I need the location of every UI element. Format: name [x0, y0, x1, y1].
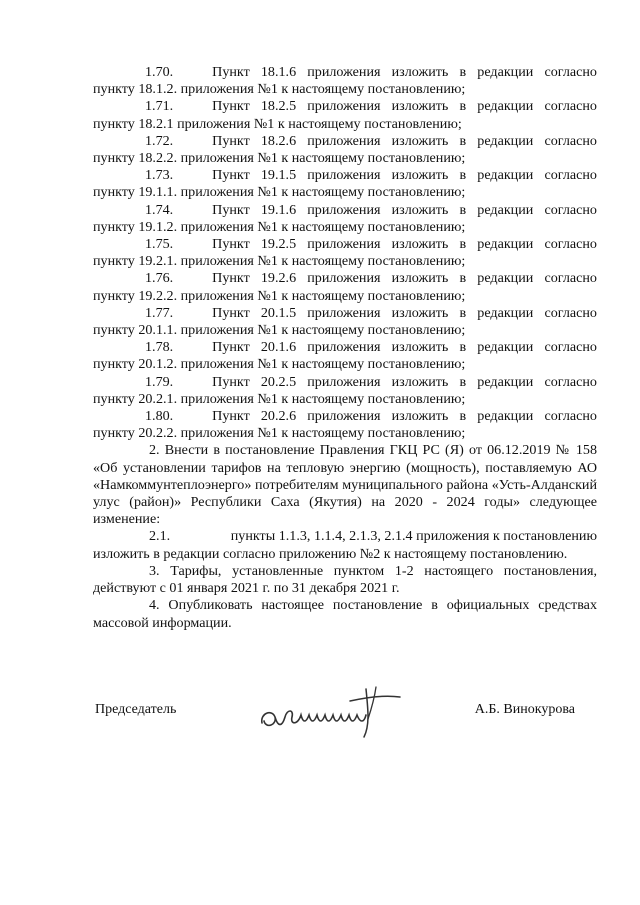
item-word: 19.2.6: [260, 270, 297, 287]
list-item: [93, 64, 597, 98]
item-first-line: [93, 167, 597, 184]
item-word: изложить: [391, 98, 449, 115]
item-word: изложить: [391, 373, 449, 390]
subitem-text: пункты 1.1.3, 1.1.4, 2.1.3, 2.1.4 приложения к постановлению: [230, 528, 597, 545]
item-word: изложить: [391, 270, 449, 287]
item-first-line: [93, 133, 597, 150]
item-word: согласно: [544, 167, 597, 184]
item-word: Пункт: [212, 167, 250, 184]
item-word: в: [459, 236, 467, 253]
paragraph-2: 2. Внести в постановление Правления ГКЦ РС (Я) от 06.12.2019 № 158 «Об установлении тарифов на тепловую энергию (мощность), поставляемую АО «Намкоммунтеплоэнерго» потребителям муниципального района «Усть-Алданский улус (район)» Республики Саха (Якутия) на 2020 - 2024 годы» следующее изменение:: [93, 442, 597, 528]
item-second-line: пункту 19.2.2. приложения №1 к настоящему постановлению;: [93, 287, 466, 304]
list-item: [93, 305, 597, 339]
item-first-line: [93, 64, 597, 81]
item-word: согласно: [544, 339, 597, 356]
item-number: 1.74.: [145, 201, 174, 218]
item-word: Пункт: [212, 339, 250, 356]
item-word: изложить: [391, 132, 449, 149]
item-second-line: пункту 19.1.2. приложения №1 к настоящему постановлению;: [93, 218, 466, 235]
item-word: 18.1.6: [260, 64, 297, 80]
item-word: изложить: [391, 236, 449, 253]
item-first-line: [93, 408, 597, 425]
item-second-line: пункту 20.1.2. приложения №1 к настоящему постановлению;: [93, 356, 466, 373]
item-word: Пункт: [212, 373, 250, 390]
list-item: [93, 408, 597, 442]
subitem-2-1: [93, 528, 597, 562]
item-word: редакции: [477, 270, 534, 287]
item-word: в: [459, 373, 467, 390]
item-word: изложить: [391, 339, 449, 356]
item-word: в: [459, 304, 467, 321]
item-word: приложения: [307, 201, 381, 218]
list-item: [93, 236, 597, 270]
item-word: Пункт: [212, 408, 250, 425]
item-word: 18.2.5: [260, 98, 297, 115]
item-word: редакции: [477, 98, 534, 115]
item-first-line: [93, 339, 597, 356]
item-word: 20.1.6: [260, 339, 297, 356]
document-body: [93, 64, 597, 632]
item-word: изложить: [391, 64, 449, 80]
item-second-line: пункту 19.1.1. приложения №1 к настоящему постановлению;: [93, 184, 466, 201]
item-first-line: [93, 374, 597, 391]
item-number: 1.72.: [145, 132, 174, 149]
item-word: приложения: [307, 304, 381, 321]
item-word: согласно: [544, 304, 597, 321]
item-number: 1.70.: [145, 64, 174, 80]
item-word: редакции: [477, 339, 534, 356]
item-word: 19.1.6: [260, 201, 297, 218]
item-word: в: [459, 64, 467, 80]
item-number: 1.80.: [145, 408, 174, 425]
item-word: редакции: [477, 201, 534, 218]
item-word: в: [459, 339, 467, 356]
item-word: Пункт: [212, 270, 250, 287]
item-word: в: [459, 167, 467, 184]
subitem-number: 2.1.: [149, 528, 171, 545]
list-item: [93, 202, 597, 236]
list-item: [93, 133, 597, 167]
item-word: редакции: [477, 408, 534, 425]
signatory-title: Председатель: [95, 702, 177, 717]
item-word: Пункт: [212, 236, 250, 253]
item-word: согласно: [544, 236, 597, 253]
item-word: редакции: [477, 167, 534, 184]
item-word: редакции: [477, 64, 534, 80]
item-word: 19.2.5: [260, 236, 297, 253]
handwritten-signature: [258, 679, 408, 741]
item-word: Пункт: [212, 64, 250, 80]
item-number: 1.77.: [145, 304, 174, 321]
item-second-line: пункту 18.2.1 приложения №1 к настоящему постановлению;: [93, 115, 462, 132]
item-second-line: пункту 20.1.1. приложения №1 к настоящему постановлению;: [93, 322, 466, 339]
item-word: приложения: [307, 98, 381, 115]
item-word: 20.2.5: [260, 373, 297, 390]
item-word: в: [459, 98, 467, 115]
signatory-name: А.Б. Винокурова: [474, 702, 575, 717]
item-word: согласно: [544, 201, 597, 218]
item-word: изложить: [391, 408, 449, 425]
item-word: 20.1.5: [260, 304, 297, 321]
item-second-line: пункту 19.2.1. приложения №1 к настоящему постановлению;: [93, 253, 466, 270]
item-word: согласно: [544, 98, 597, 115]
list-item: [93, 98, 597, 132]
item-word: Пункт: [212, 304, 250, 321]
item-word: редакции: [477, 236, 534, 253]
signature-block: [95, 693, 575, 733]
item-first-line: [93, 270, 597, 287]
item-word: приложения: [307, 64, 381, 80]
item-first-line: [93, 236, 597, 253]
item-number: 1.71.: [145, 98, 174, 115]
item-second-line: пункту 18.2.2. приложения №1 к настоящему постановлению;: [93, 150, 466, 167]
item-word: 20.2.6: [260, 408, 297, 425]
item-word: приложения: [307, 236, 381, 253]
item-word: согласно: [544, 270, 597, 287]
item-word: редакции: [477, 373, 534, 390]
item-number: 1.73.: [145, 167, 174, 184]
item-first-line: [93, 202, 597, 219]
item-number: 1.75.: [145, 236, 174, 253]
item-word: в: [459, 270, 467, 287]
item-word: приложения: [307, 339, 381, 356]
list-item: [93, 339, 597, 373]
item-second-line: пункту 20.2.1. приложения №1 к настоящему постановлению;: [93, 390, 466, 407]
item-word: редакции: [477, 304, 534, 321]
item-word: приложения: [307, 167, 381, 184]
subitem-first-line: [93, 528, 597, 545]
item-word: редакции: [477, 132, 534, 149]
item-word: 19.1.5: [260, 167, 297, 184]
item-first-line: [93, 305, 597, 322]
item-word: изложить: [391, 201, 449, 218]
item-word: приложения: [307, 270, 381, 287]
item-word: 18.2.6: [260, 132, 297, 149]
item-number: 1.78.: [145, 339, 174, 356]
item-word: в: [459, 201, 467, 218]
item-second-line: пункту 18.1.2. приложения №1 к настоящему постановлению;: [93, 81, 466, 98]
item-word: согласно: [544, 408, 597, 425]
item-number: 1.76.: [145, 270, 174, 287]
list-item: [93, 270, 597, 304]
item-first-line: [93, 98, 597, 115]
item-word: в: [459, 408, 467, 425]
list-item: [93, 374, 597, 408]
paragraph-3: 3. Тарифы, установленные пунктом 1-2 настоящего постановления, действуют с 01 января 2021 г. по 31 декабря 2021 г.: [93, 562, 597, 597]
item-number: 1.79.: [145, 373, 174, 390]
paragraph-4: 4. Опубликовать настоящее постановление в официальных средствах массовой информации.: [93, 597, 597, 631]
item-word: приложения: [307, 132, 381, 149]
item-word: Пункт: [212, 201, 250, 218]
item-word: согласно: [544, 132, 597, 149]
item-word: приложения: [307, 373, 381, 390]
item-word: согласно: [544, 373, 597, 390]
item-word: согласно: [544, 64, 597, 80]
item-second-line: пункту 20.2.2. приложения №1 к настоящему постановлению;: [93, 425, 466, 442]
item-word: изложить: [391, 304, 449, 321]
item-word: изложить: [391, 167, 449, 184]
item-word: Пункт: [212, 132, 250, 149]
subitem-rest: изложить в редакции согласно приложению №2 к настоящему постановлению.: [93, 545, 568, 562]
item-word: приложения: [307, 408, 381, 425]
list-item: [93, 167, 597, 201]
item-word: Пункт: [212, 98, 250, 115]
item-word: в: [459, 132, 467, 149]
